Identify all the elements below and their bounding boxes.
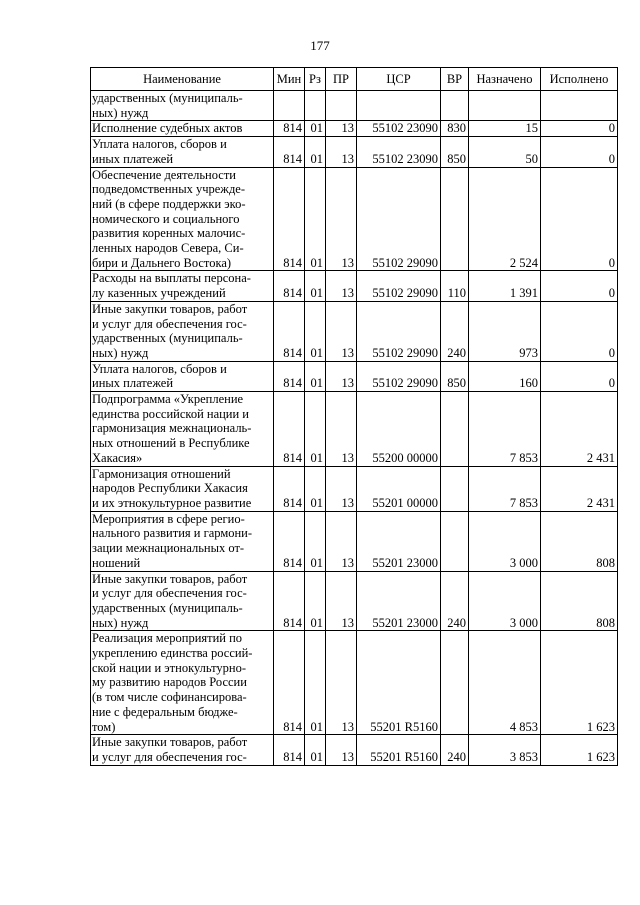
table-row bbox=[91, 91, 618, 121]
row-csr-cell: 55201 R5160 bbox=[357, 735, 441, 765]
table-row bbox=[91, 167, 618, 271]
row-pr-cell: 13 bbox=[326, 631, 357, 735]
row-rz-cell: 01 bbox=[305, 361, 326, 391]
row-executed-cell: 2 431 bbox=[541, 392, 618, 467]
row-name-cell: Расходы на выплаты персона- лу казенных учреждений bbox=[91, 271, 274, 301]
row-csr-cell: 55102 23090 bbox=[357, 137, 441, 167]
row-csr-cell: 55102 29090 bbox=[357, 167, 441, 271]
row-executed-cell: 1 623 bbox=[541, 735, 618, 765]
row-assigned-cell: 2 524 bbox=[469, 167, 541, 271]
row-vr-cell: 850 bbox=[441, 361, 469, 391]
row-min-cell: 814 bbox=[274, 167, 305, 271]
table-row bbox=[91, 631, 618, 735]
row-pr-cell: 13 bbox=[326, 392, 357, 467]
row-csr-cell: 55201 23000 bbox=[357, 571, 441, 631]
row-pr-cell: 13 bbox=[326, 167, 357, 271]
table-row bbox=[91, 361, 618, 391]
row-executed-cell: 808 bbox=[541, 571, 618, 631]
row-name-cell: Подпрограмма «Укрепление единства российской нации и гармонизация межнациональ- ных отношений в Республике Хакасия» bbox=[91, 392, 274, 467]
row-min-cell: 814 bbox=[274, 137, 305, 167]
row-rz-cell: 01 bbox=[305, 121, 326, 137]
row-assigned-cell: 160 bbox=[469, 361, 541, 391]
row-pr-cell: 13 bbox=[326, 735, 357, 765]
row-min-cell: 814 bbox=[274, 301, 305, 361]
row-rz-cell: 01 bbox=[305, 392, 326, 467]
row-pr-cell: 13 bbox=[326, 511, 357, 571]
row-assigned-cell: 3 000 bbox=[469, 511, 541, 571]
row-assigned-cell: 3 000 bbox=[469, 571, 541, 631]
table-row bbox=[91, 137, 618, 167]
row-rz-cell: 01 bbox=[305, 137, 326, 167]
row-pr-cell: 13 bbox=[326, 571, 357, 631]
table-row bbox=[91, 735, 618, 765]
row-name-cell: Исполнение судебных актов bbox=[91, 121, 274, 137]
table-row bbox=[91, 466, 618, 511]
row-executed-cell: 0 bbox=[541, 121, 618, 137]
row-vr-cell bbox=[441, 511, 469, 571]
row-rz-cell: 01 bbox=[305, 301, 326, 361]
row-min-cell: 814 bbox=[274, 392, 305, 467]
row-vr-cell: 240 bbox=[441, 571, 469, 631]
row-csr-cell: 55201 00000 bbox=[357, 466, 441, 511]
row-assigned-cell: 7 853 bbox=[469, 466, 541, 511]
row-pr-cell: 13 bbox=[326, 466, 357, 511]
table-row bbox=[91, 301, 618, 361]
row-pr-cell: 13 bbox=[326, 361, 357, 391]
row-min-cell: 814 bbox=[274, 571, 305, 631]
row-csr-cell: 55102 29090 bbox=[357, 361, 441, 391]
row-pr-cell: 13 bbox=[326, 271, 357, 301]
row-assigned-cell: 50 bbox=[469, 137, 541, 167]
row-csr-cell: 55102 29090 bbox=[357, 271, 441, 301]
row-assigned-cell: 4 853 bbox=[469, 631, 541, 735]
row-name-cell: Мероприятия в сфере регио- нального развития и гармони- зации межнациональных от- ношений bbox=[91, 511, 274, 571]
row-pr-cell: 13 bbox=[326, 121, 357, 137]
row-executed-cell: 808 bbox=[541, 511, 618, 571]
row-min-cell: 814 bbox=[274, 735, 305, 765]
row-rz-cell: 01 bbox=[305, 571, 326, 631]
row-executed-cell: 0 bbox=[541, 271, 618, 301]
row-min-cell bbox=[274, 91, 305, 121]
row-assigned-cell: 1 391 bbox=[469, 271, 541, 301]
budget-table bbox=[90, 67, 618, 766]
row-name-cell: Гармонизация отношений народов Республики Хакасия и их этнокультурное развитие bbox=[91, 466, 274, 511]
row-name-cell: Уплата налогов, сборов и иных платежей bbox=[91, 361, 274, 391]
row-csr-cell: 55102 23090 bbox=[357, 121, 441, 137]
row-vr-cell: 830 bbox=[441, 121, 469, 137]
row-name-cell: Реализация мероприятий по укреплению единства россий- ской нации и этнокультурно- му развитию народов России (в том числе софинансирова- ние с федеральным бюдже- том) bbox=[91, 631, 274, 735]
row-assigned-cell: 3 853 bbox=[469, 735, 541, 765]
row-name-cell: Уплата налогов, сборов и иных платежей bbox=[91, 137, 274, 167]
row-executed-cell: 0 bbox=[541, 361, 618, 391]
column-header: Назначено bbox=[469, 68, 541, 91]
row-executed-cell: 0 bbox=[541, 301, 618, 361]
row-min-cell: 814 bbox=[274, 121, 305, 137]
row-name-cell: Иные закупки товаров, работ и услуг для обеспечения гос- ударственных (муниципаль- ных) нужд bbox=[91, 571, 274, 631]
row-vr-cell bbox=[441, 91, 469, 121]
row-assigned-cell: 7 853 bbox=[469, 392, 541, 467]
table-row bbox=[91, 392, 618, 467]
column-header: Наименование bbox=[91, 68, 274, 91]
row-rz-cell: 01 bbox=[305, 631, 326, 735]
row-rz-cell: 01 bbox=[305, 167, 326, 271]
row-vr-cell: 240 bbox=[441, 301, 469, 361]
row-vr-cell bbox=[441, 631, 469, 735]
row-csr-cell: 55102 29090 bbox=[357, 301, 441, 361]
row-rz-cell bbox=[305, 91, 326, 121]
row-vr-cell bbox=[441, 466, 469, 511]
row-min-cell: 814 bbox=[274, 466, 305, 511]
row-executed-cell: 2 431 bbox=[541, 466, 618, 511]
table-row bbox=[91, 511, 618, 571]
row-rz-cell: 01 bbox=[305, 466, 326, 511]
row-min-cell: 814 bbox=[274, 271, 305, 301]
row-pr-cell: 13 bbox=[326, 301, 357, 361]
row-executed-cell: 1 623 bbox=[541, 631, 618, 735]
table-row bbox=[91, 121, 618, 137]
column-header: ПР bbox=[326, 68, 357, 91]
row-vr-cell: 110 bbox=[441, 271, 469, 301]
row-rz-cell: 01 bbox=[305, 511, 326, 571]
row-name-cell: ударственных (муниципаль- ных) нужд bbox=[91, 91, 274, 121]
row-name-cell: Иные закупки товаров, работ и услуг для обеспечения гос- bbox=[91, 735, 274, 765]
row-min-cell: 814 bbox=[274, 361, 305, 391]
column-header: ЦСР bbox=[357, 68, 441, 91]
column-header: ВР bbox=[441, 68, 469, 91]
column-header: Мин bbox=[274, 68, 305, 91]
row-min-cell: 814 bbox=[274, 511, 305, 571]
row-assigned-cell bbox=[469, 91, 541, 121]
table-row bbox=[91, 571, 618, 631]
row-vr-cell bbox=[441, 392, 469, 467]
row-vr-cell: 850 bbox=[441, 137, 469, 167]
table-row bbox=[91, 271, 618, 301]
row-csr-cell bbox=[357, 91, 441, 121]
row-vr-cell bbox=[441, 167, 469, 271]
row-csr-cell: 55201 R5160 bbox=[357, 631, 441, 735]
row-pr-cell: 13 bbox=[326, 137, 357, 167]
row-rz-cell: 01 bbox=[305, 735, 326, 765]
table-header-row bbox=[91, 68, 618, 91]
page-number: 177 bbox=[310, 38, 330, 53]
row-min-cell: 814 bbox=[274, 631, 305, 735]
column-header: Рз bbox=[305, 68, 326, 91]
column-header: Исполнено bbox=[541, 68, 618, 91]
row-executed-cell: 0 bbox=[541, 167, 618, 271]
row-assigned-cell: 15 bbox=[469, 121, 541, 137]
row-csr-cell: 55201 23000 bbox=[357, 511, 441, 571]
row-assigned-cell: 973 bbox=[469, 301, 541, 361]
row-executed-cell: 0 bbox=[541, 137, 618, 167]
row-executed-cell bbox=[541, 91, 618, 121]
row-pr-cell bbox=[326, 91, 357, 121]
row-vr-cell: 240 bbox=[441, 735, 469, 765]
row-name-cell: Иные закупки товаров, работ и услуг для обеспечения гос- ударственных (муниципаль- ных) нужд bbox=[91, 301, 274, 361]
row-csr-cell: 55200 00000 bbox=[357, 392, 441, 467]
row-name-cell: Обеспечение деятельности подведомственных учрежде- ний (в сфере поддержки эко- номического и социального развития коренных малочис- ленных народов Севера, Си- бири и Дальнего Востока) bbox=[91, 167, 274, 271]
row-rz-cell: 01 bbox=[305, 271, 326, 301]
